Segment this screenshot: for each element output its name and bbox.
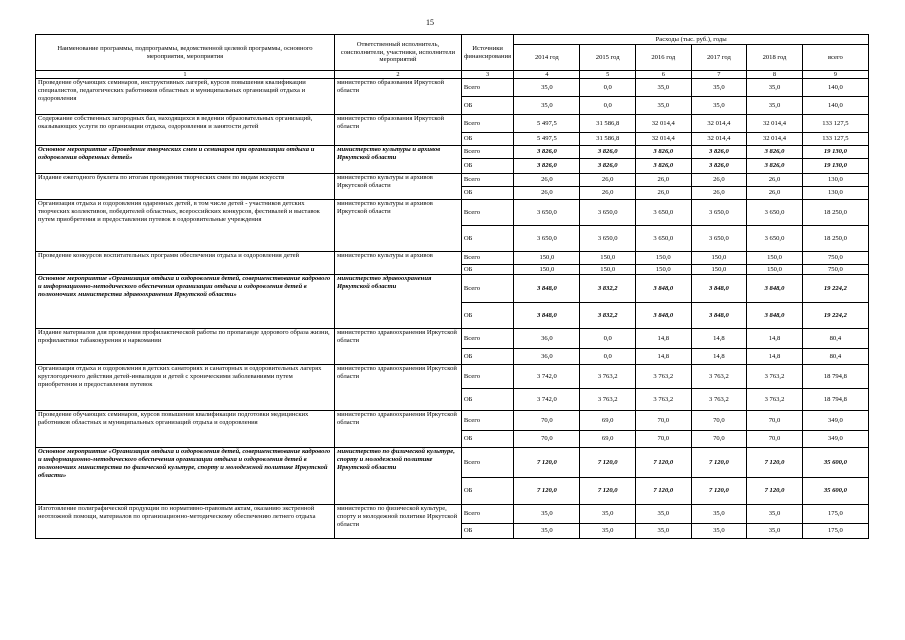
value-2014: 3 742,0: [514, 365, 580, 389]
value-2015: 0,0: [580, 97, 636, 115]
funding-source: ОБ: [461, 478, 513, 505]
value-2017: 3 826,0: [691, 159, 747, 174]
column-number: 9: [802, 71, 868, 79]
value-2016: 3 763,2: [636, 365, 692, 389]
value-2015: 7 120,0: [580, 478, 636, 505]
header-name: Наименование программы, подпрограммы, ведомственной целевой программы, основного мероприятия, мероприятия: [36, 35, 335, 71]
value-total: 349,0: [802, 431, 868, 448]
value-2014: 36,0: [514, 349, 580, 365]
value-2014: 35,0: [514, 524, 580, 539]
header-year-2015: 2015 год: [580, 45, 636, 71]
funding-source: ОБ: [461, 97, 513, 115]
value-2015: 69,0: [580, 431, 636, 448]
table-row-total: [36, 365, 869, 389]
value-2017: 7 120,0: [691, 478, 747, 505]
header-year-2016: 2016 год: [636, 45, 692, 71]
value-2014: 7 120,0: [514, 478, 580, 505]
column-number: 1: [36, 71, 335, 79]
value-2018: 3 826,0: [747, 146, 803, 159]
activity-name: Организация отдыха и оздоровления одаренных детей, в том числе детей - участников детских творческих коллективов, победителей областных, всероссийских конкурсов, фестивалей и выставок путем приобретения и предоставления путевок в оздоровительные учреждения: [36, 200, 335, 252]
value-2018: 3 650,0: [747, 200, 803, 226]
executor-cell: министерство по физической культуре, спорту и молодежной политике Иркутской области: [334, 505, 461, 539]
column-number: 2: [334, 71, 461, 79]
funding-source: Всего: [461, 411, 513, 431]
value-2017: 35,0: [691, 79, 747, 97]
value-2016: 35,0: [636, 97, 692, 115]
value-2014: 3 650,0: [514, 226, 580, 252]
executor-cell: министерство по физической культуре, спорту и молодежной политике Иркутской области: [334, 448, 461, 505]
value-2017: 3 826,0: [691, 146, 747, 159]
budget-table: [35, 34, 869, 539]
value-2014: 36,0: [514, 329, 580, 349]
funding-source: ОБ: [461, 265, 513, 275]
value-2016: 3 826,0: [636, 146, 692, 159]
value-2017: 3 763,2: [691, 389, 747, 411]
value-2017: 14,8: [691, 329, 747, 349]
funding-source: Всего: [461, 115, 513, 133]
value-2015: 3 650,0: [580, 226, 636, 252]
funding-source: ОБ: [461, 349, 513, 365]
value-2017: 35,0: [691, 97, 747, 115]
value-2014: 35,0: [514, 505, 580, 524]
value-2015: 3 826,0: [580, 146, 636, 159]
value-2014: 3 826,0: [514, 159, 580, 174]
table-row-total: [36, 79, 869, 97]
value-2014: 3 826,0: [514, 146, 580, 159]
funding-source: Всего: [461, 505, 513, 524]
column-number: 4: [514, 71, 580, 79]
value-2018: 35,0: [747, 97, 803, 115]
value-2017: 35,0: [691, 524, 747, 539]
value-2016: 3 763,2: [636, 389, 692, 411]
value-2015: 69,0: [580, 411, 636, 431]
value-2015: 0,0: [580, 349, 636, 365]
funding-source: ОБ: [461, 524, 513, 539]
value-2014: 3 848,0: [514, 303, 580, 329]
column-numbers-row: [36, 71, 869, 79]
value-2016: 35,0: [636, 79, 692, 97]
value-2014: 35,0: [514, 97, 580, 115]
header-year-2017: 2017 год: [691, 45, 747, 71]
value-2016: 14,8: [636, 349, 692, 365]
value-2016: 26,0: [636, 187, 692, 200]
value-2015: 150,0: [580, 265, 636, 275]
value-total: 18 250,0: [802, 226, 868, 252]
value-2014: 26,0: [514, 187, 580, 200]
value-2014: 3 742,0: [514, 389, 580, 411]
value-2017: 150,0: [691, 252, 747, 265]
value-total: 175,0: [802, 505, 868, 524]
value-2017: 26,0: [691, 174, 747, 187]
activity-name: Основное мероприятие «Организация отдыха и оздоровления детей, совершенствование кадрового и информационно-методического обеспечения организации отдыха и оздоровления детей в полномочиях министерства здравоохранения Иркутской области»: [36, 275, 335, 329]
header-year-2014: 2014 год: [514, 45, 580, 71]
value-2015: 31 586,8: [580, 133, 636, 146]
value-2015: 3 826,0: [580, 159, 636, 174]
value-2014: 3 848,0: [514, 275, 580, 303]
table-row-total: [36, 115, 869, 133]
value-2015: 0,0: [580, 79, 636, 97]
header-expenses: Расходы (тыс. руб.), годы: [514, 35, 869, 45]
value-2014: 26,0: [514, 174, 580, 187]
value-2014: 70,0: [514, 411, 580, 431]
value-2016: 32 014,4: [636, 133, 692, 146]
value-2016: 7 120,0: [636, 478, 692, 505]
value-2017: 35,0: [691, 505, 747, 524]
table-row-total: [36, 200, 869, 226]
activity-name: Основное мероприятие «Организация отдыха и оздоровления детей, совершенствование кадрового и информационно-методического обеспечения организации отдыха и оздоровления детей в полномочиях министерства по физической культуре, спорту и молодежной политике Иркутской области»: [36, 448, 335, 505]
value-2018: 3 650,0: [747, 226, 803, 252]
table-row-total: [36, 329, 869, 349]
funding-source: ОБ: [461, 226, 513, 252]
activity-name: Основное мероприятие «Проведение творческих смен и семинаров при организации отдыха и оздоровления одаренных детей»: [36, 146, 335, 174]
value-2016: 3 650,0: [636, 200, 692, 226]
executor-cell: министерство культуры и архивов: [334, 252, 461, 275]
value-2018: 35,0: [747, 524, 803, 539]
value-total: 130,0: [802, 174, 868, 187]
value-2017: 70,0: [691, 431, 747, 448]
value-2015: 3 832,2: [580, 303, 636, 329]
value-total: 133 127,5: [802, 133, 868, 146]
value-2018: 14,8: [747, 349, 803, 365]
executor-cell: министерство культуры и архивов Иркутской области: [334, 146, 461, 174]
value-total: 175,0: [802, 524, 868, 539]
value-2015: 7 120,0: [580, 448, 636, 478]
value-2015: 150,0: [580, 252, 636, 265]
value-2014: 5 497,5: [514, 133, 580, 146]
funding-source: Всего: [461, 252, 513, 265]
value-total: 80,4: [802, 329, 868, 349]
value-total: 140,0: [802, 79, 868, 97]
header-executor: Ответственный исполнитель, соисполнители, участники, исполнители мероприятий: [334, 35, 461, 71]
column-number: 7: [691, 71, 747, 79]
value-total: 19 224,2: [802, 275, 868, 303]
value-total: 133 127,5: [802, 115, 868, 133]
value-total: 18 794,8: [802, 365, 868, 389]
value-2017: 3 650,0: [691, 226, 747, 252]
column-number: 3: [461, 71, 513, 79]
value-2018: 32 014,4: [747, 133, 803, 146]
value-2018: 150,0: [747, 252, 803, 265]
value-2018: 7 120,0: [747, 478, 803, 505]
funding-source: ОБ: [461, 133, 513, 146]
page-number: 15: [426, 18, 434, 27]
executor-cell: министерство здравоохранения Иркутской области: [334, 411, 461, 448]
activity-name: Проведение конкурсов воспитательных программ обеспечения отдыха и оздоровления детей: [36, 252, 335, 275]
executor-cell: министерство здравоохранения Иркутской области: [334, 275, 461, 329]
funding-source: Всего: [461, 79, 513, 97]
funding-source: ОБ: [461, 389, 513, 411]
value-total: 140,0: [802, 97, 868, 115]
value-2015: 26,0: [580, 174, 636, 187]
table-row-total: [36, 411, 869, 431]
value-2014: 5 497,5: [514, 115, 580, 133]
value-2018: 3 826,0: [747, 159, 803, 174]
value-2017: 3 848,0: [691, 303, 747, 329]
value-total: 349,0: [802, 411, 868, 431]
table-row-total: [36, 146, 869, 159]
table-row-total: [36, 275, 869, 303]
value-2017: 7 120,0: [691, 448, 747, 478]
funding-source: ОБ: [461, 187, 513, 200]
value-2017: 14,8: [691, 349, 747, 365]
funding-source: Всего: [461, 275, 513, 303]
value-2015: 3 763,2: [580, 389, 636, 411]
value-2016: 3 848,0: [636, 303, 692, 329]
value-2018: 3 763,2: [747, 365, 803, 389]
value-2016: 14,8: [636, 329, 692, 349]
value-2015: 35,0: [580, 524, 636, 539]
value-2017: 26,0: [691, 187, 747, 200]
value-total: 35 600,0: [802, 478, 868, 505]
funding-source: ОБ: [461, 159, 513, 174]
activity-name: Организация отдыха и оздоровления в детских санаториях и санаторных и оздоровительных лагерях круглогодичного действия детей-инвалидов и детей с хроническими заболеваниями путем приобретения и предоставления путевок: [36, 365, 335, 411]
value-2015: 3 763,2: [580, 365, 636, 389]
table-row-total: [36, 505, 869, 524]
header-year-2018: 2018 год: [747, 45, 803, 71]
value-2018: 70,0: [747, 431, 803, 448]
table-row-total: [36, 448, 869, 478]
activity-name: Издание материалов для проведения профилактической работы по пропаганде здорового образа жизни, профилактики табакокурения и наркомании: [36, 329, 335, 365]
executor-cell: министерство здравоохранения Иркутской области: [334, 365, 461, 411]
value-total: 80,4: [802, 349, 868, 365]
activity-name: Издание ежегодного буклета по итогам проведения творческих смен по видам искусств: [36, 174, 335, 200]
value-2017: 3 848,0: [691, 275, 747, 303]
value-2015: 31 586,8: [580, 115, 636, 133]
value-2016: 150,0: [636, 252, 692, 265]
value-total: 750,0: [802, 265, 868, 275]
value-2016: 32 014,4: [636, 115, 692, 133]
funding-source: Всего: [461, 448, 513, 478]
executor-cell: министерство здравоохранения Иркутской области: [334, 329, 461, 365]
value-2014: 35,0: [514, 79, 580, 97]
funding-source: Всего: [461, 146, 513, 159]
value-2016: 3 848,0: [636, 275, 692, 303]
value-2016: 150,0: [636, 265, 692, 275]
activity-name: Проведение обучающих семинаров, курсов повышения квалификации подготовки медицинских работников областных и муниципальных организаций отдыха и оздоровления: [36, 411, 335, 448]
value-total: 19 130,0: [802, 146, 868, 159]
value-total: 750,0: [802, 252, 868, 265]
value-2014: 3 650,0: [514, 200, 580, 226]
value-2017: 3 763,2: [691, 365, 747, 389]
value-total: 18 250,0: [802, 200, 868, 226]
activity-name: Проведение обучающих семинаров, инструктивных лагерей, курсов повышения квалификации специалистов, педагогических работников областных и муниципальных организаций отдыха и оздоровления: [36, 79, 335, 115]
value-2018: 35,0: [747, 505, 803, 524]
executor-cell: министерство культуры и архивов Иркутской области: [334, 200, 461, 252]
funding-source: Всего: [461, 329, 513, 349]
executor-cell: министерство культуры и архивов Иркутской области: [334, 174, 461, 200]
value-2014: 7 120,0: [514, 448, 580, 478]
value-2016: 3 650,0: [636, 226, 692, 252]
value-2016: 26,0: [636, 174, 692, 187]
header-source: Источники финансирования: [461, 35, 513, 71]
table-row-total: [36, 252, 869, 265]
value-2016: 70,0: [636, 411, 692, 431]
value-2017: 150,0: [691, 265, 747, 275]
value-2018: 70,0: [747, 411, 803, 431]
value-2015: 0,0: [580, 329, 636, 349]
value-total: 19 224,2: [802, 303, 868, 329]
value-2018: 3 848,0: [747, 303, 803, 329]
funding-source: Всего: [461, 365, 513, 389]
value-2018: 26,0: [747, 187, 803, 200]
value-2016: 3 826,0: [636, 159, 692, 174]
value-total: 19 130,0: [802, 159, 868, 174]
column-number: 8: [747, 71, 803, 79]
header-total: всего: [802, 45, 868, 71]
value-2016: 35,0: [636, 505, 692, 524]
value-2018: 3 848,0: [747, 275, 803, 303]
value-total: 18 794,8: [802, 389, 868, 411]
activity-name: Изготовление полиграфической продукции по нормативно-правовым актам, оказанию экстренной неотложной помощи, материалов по организационно-методическому обеспечению летнего отдыха: [36, 505, 335, 539]
column-number: 6: [636, 71, 692, 79]
value-2017: 32 014,4: [691, 133, 747, 146]
value-2018: 150,0: [747, 265, 803, 275]
funding-source: ОБ: [461, 431, 513, 448]
activity-name: Содержание собственных загородных баз, находящихся в ведении образовательных организаций, оказывающих услуги по организации отдыха, оздоровления и занятости детей: [36, 115, 335, 146]
value-2016: 70,0: [636, 431, 692, 448]
value-2017: 3 650,0: [691, 200, 747, 226]
value-2015: 3 832,2: [580, 275, 636, 303]
executor-cell: министерство образования Иркутской области: [334, 79, 461, 115]
funding-source: Всего: [461, 174, 513, 187]
value-2014: 150,0: [514, 252, 580, 265]
value-2018: 14,8: [747, 329, 803, 349]
funding-source: ОБ: [461, 303, 513, 329]
value-2018: 7 120,0: [747, 448, 803, 478]
funding-source: Всего: [461, 200, 513, 226]
executor-cell: министерство образования Иркутской области: [334, 115, 461, 146]
value-2018: 35,0: [747, 79, 803, 97]
table-row-total: [36, 174, 869, 187]
value-total: 130,0: [802, 187, 868, 200]
value-2015: 3 650,0: [580, 200, 636, 226]
value-2016: 7 120,0: [636, 448, 692, 478]
value-2016: 35,0: [636, 524, 692, 539]
column-number: 5: [580, 71, 636, 79]
value-2018: 32 014,4: [747, 115, 803, 133]
value-2017: 70,0: [691, 411, 747, 431]
value-2018: 3 763,2: [747, 389, 803, 411]
value-2015: 26,0: [580, 187, 636, 200]
value-2014: 150,0: [514, 265, 580, 275]
value-2018: 26,0: [747, 174, 803, 187]
value-2015: 35,0: [580, 505, 636, 524]
value-total: 35 600,0: [802, 448, 868, 478]
value-2014: 70,0: [514, 431, 580, 448]
value-2017: 32 014,4: [691, 115, 747, 133]
